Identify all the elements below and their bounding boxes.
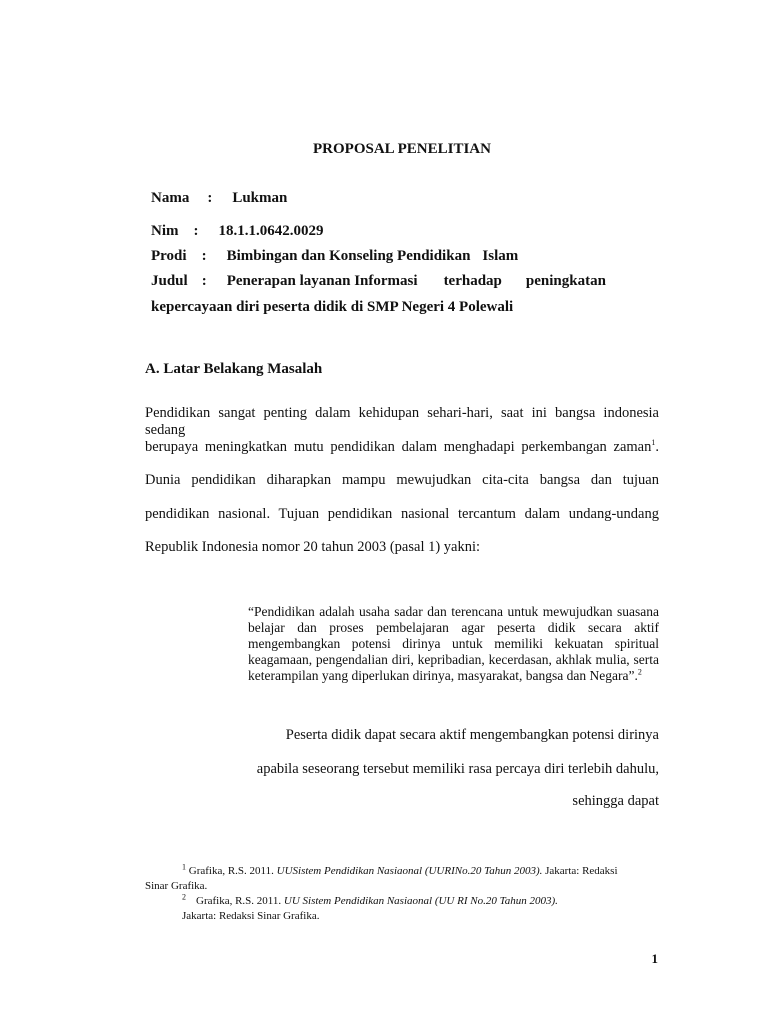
judul-value-3: peningkatan bbox=[525, 273, 606, 289]
judul-sep: : bbox=[201, 273, 207, 289]
judul-value-1: Penerapan layanan Informasi bbox=[226, 273, 418, 289]
block-quote bbox=[248, 604, 659, 684]
nim-value: 18.1.1.0642.0029 bbox=[218, 223, 324, 239]
nama-value: Lukman bbox=[232, 190, 288, 206]
footnote-1-title: UUSistem Pendidikan Nasiaonal (UURINo.20 Tahun 2003). bbox=[276, 865, 543, 877]
prodi-label: Prodi bbox=[151, 248, 187, 264]
nim-label: Nim bbox=[151, 223, 179, 239]
paragraph-line-2-text: berupaya meningkatkan mutu pendidikan dalam menghadapi perkembangan zaman bbox=[145, 439, 652, 455]
footnote-2: $^2$ Grafika, R.S. 2011. UU Sistem Pendidikan Nasiaonal (UU RI No.20 Tahun 2003). Jakarta: Redaksi Sinar Grafika. bbox=[182, 892, 558, 922]
paragraph-line-5: Republik Indonesia nomor 20 tahun 2003 (pasal 1) yakni: bbox=[145, 539, 481, 555]
nim-row bbox=[151, 223, 324, 240]
paragraph-line-3: Dunia pendidikan diharapkan mampu mewujudkan cita-cita bangsa dan tujuan bbox=[145, 472, 659, 488]
judul-row bbox=[151, 273, 606, 290]
prodi-row bbox=[151, 248, 518, 265]
footnote-2-line-2: Jakarta: Redaksi Sinar Grafika. bbox=[182, 910, 320, 922]
paragraph-line-4: pendidikan nasional. Tujuan pendidikan nasional tercantum dalam undang-undang bbox=[145, 506, 659, 522]
section-heading: A. Latar Belakang Masalah bbox=[145, 361, 323, 377]
nama-row bbox=[151, 190, 287, 207]
prodi-value: Bimbingan dan Konseling Pendidikan bbox=[226, 248, 471, 264]
footnote-2-mark: 2 bbox=[182, 892, 186, 902]
continuation-line-3: sehingga dapat bbox=[572, 793, 659, 809]
footnote-1-line-2: Sinar Grafika. bbox=[145, 880, 208, 892]
prodi-sep: : bbox=[201, 248, 207, 264]
nama-label: Nama bbox=[151, 190, 190, 206]
nim-sep: : bbox=[193, 223, 199, 239]
footnote-1: $^1$ Grafika, R.S. 2011. UUSistem Pendidikan Nasiaonal (UURINo.20 Tahun 2003). Jakarta: Redaksi Sinar Grafika. bbox=[145, 862, 618, 892]
continuation-line-2: apabila seseorang tersebut memiliki rasa percaya diri terlebih dahulu, bbox=[256, 761, 659, 777]
judul-line-2: kepercayaan diri peserta didik di SMP Negeri 4 Polewali bbox=[151, 299, 514, 315]
page-number: 1 bbox=[651, 951, 658, 966]
nama-sep: : bbox=[207, 190, 213, 206]
prodi-value-2: Islam bbox=[482, 248, 519, 264]
block-quote-text: “Pendidikan adalah usaha sadar dan terencana untuk mewujudkan suasana belajar dan proses pembelajaran agar peserta didik secara aktif mengembangkan potensi dirinya untuk memiliki kekuatan spiritual keagamaan, pengendalian diri, kepribadian, kecerdasan, akhlak mulia, serta keterampilan yang diperlukan dirinya, masyarakat, bangsa dan Negara”. bbox=[248, 604, 659, 683]
footnote-2-title: UU Sistem Pendidikan Nasiaonal (UU RI No.20 Tahun 2003). bbox=[283, 895, 558, 907]
judul-label: Judul bbox=[151, 273, 188, 289]
judul-value-2: terhadap bbox=[443, 273, 502, 289]
paragraph-line-2 bbox=[145, 439, 659, 456]
document-title: PROPOSAL PENELITIAN bbox=[313, 141, 491, 157]
paragraph-line-1: Pendidikan sangat penting dalam kehidupan sehari-hari, saat ini bangsa indonesia sedang bbox=[145, 405, 659, 438]
footnote-1-mark: 1 bbox=[182, 862, 186, 872]
continuation-line-1: Peserta didik dapat secara aktif mengembangkan potensi dirinya bbox=[285, 727, 659, 743]
footnote-ref-1: 1 bbox=[651, 438, 656, 448]
footnote-ref-2: 2 bbox=[637, 667, 642, 677]
paragraph-line-2-end: . bbox=[655, 439, 659, 455]
